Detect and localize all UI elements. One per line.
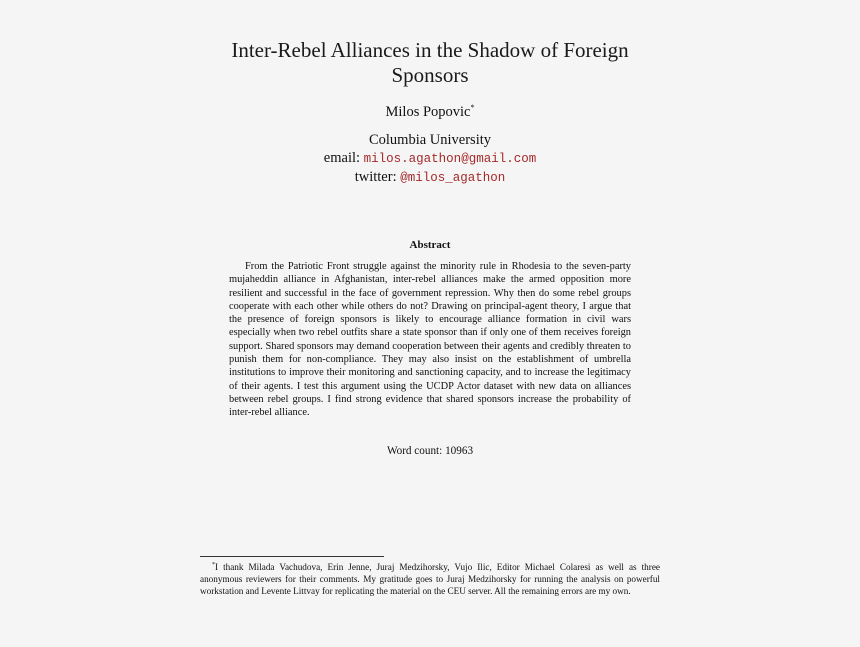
author-line: [0, 103, 860, 121]
twitter-label: twitter:: [354, 169, 397, 185]
contact-block: [0, 131, 860, 187]
word-count: [0, 445, 860, 457]
author-footnote-mark: *: [470, 103, 475, 112]
author-name: Milos Popovic: [385, 104, 471, 120]
word-count-label: Word count:: [386, 445, 443, 457]
twitter-link[interactable]: @milos_agathon: [400, 171, 506, 185]
abstract-heading: Abstract: [409, 239, 451, 251]
footnote: [200, 559, 660, 597]
paper-title: Inter-Rebel Alliances in the Shadow of Foreign Sponsors: [231, 38, 629, 87]
email-link[interactable]: milos.agathon@gmail.com: [363, 152, 537, 166]
email-label: email:: [323, 150, 361, 166]
email-line: [0, 149, 860, 168]
twitter-line: [0, 168, 860, 187]
footnote-mark: *: [212, 562, 215, 568]
footnote-text: I thank Milada Vachudova, Erin Jenne, Juraj Medzihorsky, Vujo Ilic, Editor Michael Colaresi as well as three anonymous reviewers for their comments. My gratitude goes to Juraj Medzihorsky for running the analysis on powerful workstation and Levente Littvay for replicating the material on the CEU server. All the remaining errors are my own.: [200, 562, 660, 596]
word-count-value: 10963: [445, 445, 474, 457]
abstract-text: From the Patriotic Front struggle against the minority rule in Rhodesia to the seven-party mujaheddin alliance in Afghanistan, inter-rebel alliances make the armed opposition more resilient and successful in the face of government repression. Why then do some rebel groups cooperate with each other while others do not? Drawing on principal-agent theory, I argue that the presence of foreign sponsors is likely to encourage alliance formation in civil wars especially when two rebel outfits share a state sponsor than if only one of them receives foreign support. Shared sponsors may demand cooperation between their agents and credibly threaten to punish them for non-compliance. They may also insist on the establishment of umbrella institutions to improve their monitoring and sanctioning capacity, and to increase the legitimacy of their agents. I test this argument using the UCDP Actor dataset with new data on alliances between rebel groups. I find strong evidence that shared sponsors increase the probability of inter-rebel alliance.: [229, 261, 631, 419]
affiliation: Columbia University: [368, 132, 492, 148]
footnote-rule: [200, 556, 384, 557]
